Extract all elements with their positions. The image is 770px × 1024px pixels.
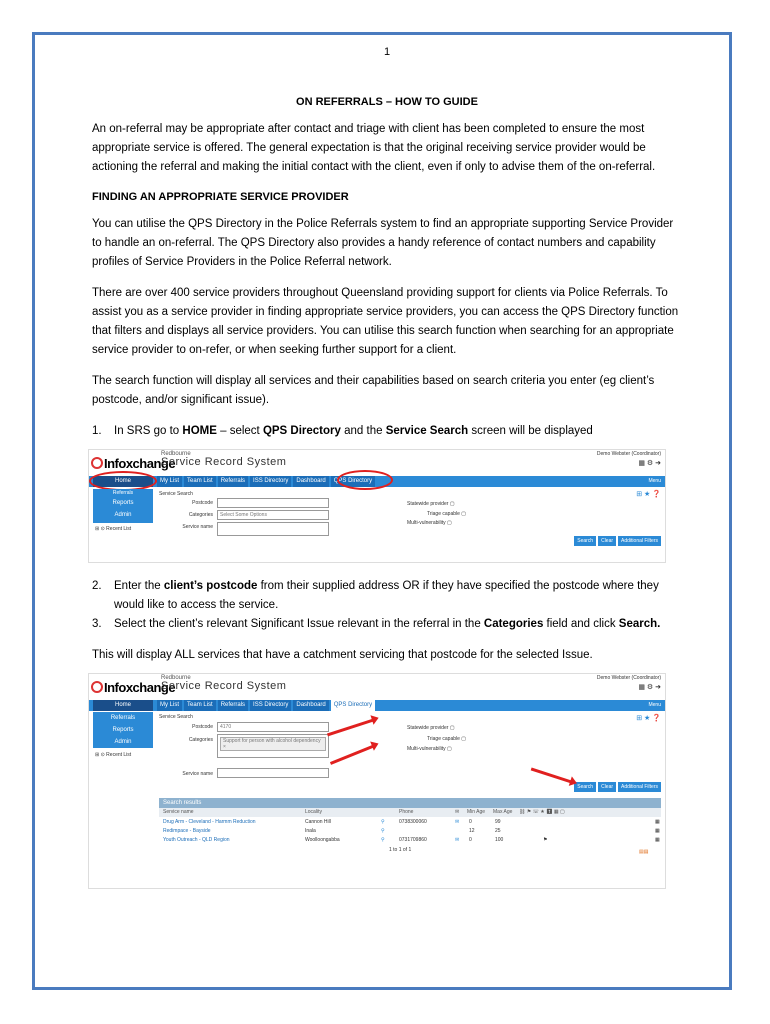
menu-button[interactable]: Menu bbox=[648, 478, 661, 484]
paragraph-service-providers: There are over 400 service providers throughout Queensland providing support for clients via Police Referrals. To assist you as a service provider in finding appropriate service providers, you can access the QPS Directory function that filters and displays all service providers. You can utilise this search function when searching for an appropriate service provider to on-refer, or when seeking further support for a client. bbox=[92, 287, 679, 356]
nav-my-list[interactable]: My List bbox=[157, 700, 182, 711]
remove-tag-icon: × bbox=[223, 744, 226, 750]
step-1: 1. In SRS go to HOME – select QPS Directory and the Service Search screen will be displayed bbox=[92, 425, 593, 437]
clear-button[interactable]: Clear bbox=[598, 782, 616, 792]
form-title: Service Search bbox=[159, 491, 193, 497]
header-icons: ▦ ⚙ ➜ bbox=[638, 684, 661, 691]
postcode-input[interactable] bbox=[217, 498, 329, 508]
nav-referrals[interactable]: Referrals bbox=[218, 476, 248, 487]
multi-vulnerability-checkbox[interactable]: ▢ bbox=[447, 746, 452, 752]
people-icon: ▦ bbox=[655, 828, 660, 834]
form-icons[interactable]: ⊞ ★ ❓ bbox=[636, 715, 661, 722]
search-button[interactable]: Search bbox=[574, 536, 596, 546]
srs-screenshot-2: Infoxchange Redbourne Service Record System Demo Webster (Coordinator) ▦ ⚙ ➜ Home My List Team List Referrals ISS Directory Dashboard QPS Directory Menu Referrals Reports Admin ⊞ ⊙ Recent List Service Search Postcode 4170 Categories Support for person with alcohol dependency × Service name Statewide provider ▢ Triage capable ▢ Multi-vulnerability ▢ ⊞ ★ ❓ Search Clear Additional Filters Search results Service name Locality Phone ✉ Min Age Max Age ⛓ ⚑ ☏ ★ ⬆ ▦ ▢ Drug Arm - Cleveland - Harmm Reduction Cannon Hill ⚲ 0738300060 ✉ 0 99 ▦ Redimpace - Bayside Inala ⚲ 12 25 ▦ Youth Outreach - QLD Region Woolloongabba ⚲ 0731709860 ✉ 0 100 ⚑ ▦ 1 to 1 of 1 ▤▤ bbox=[88, 673, 666, 889]
sidebar-referrals[interactable]: Referrals bbox=[112, 490, 134, 496]
home-button[interactable]: Home bbox=[93, 476, 153, 487]
sidebar bbox=[93, 712, 153, 748]
recent-list[interactable]: ⊞ ⊙ Recent List bbox=[95, 526, 132, 532]
statewide-label: Statewide provider bbox=[407, 501, 449, 507]
service-name-input[interactable] bbox=[217, 522, 329, 536]
nav-iss-directory[interactable]: ISS Directory bbox=[250, 476, 291, 487]
col-max-age[interactable]: Max Age bbox=[493, 809, 513, 815]
recent-list-icon: ⊞ ⊙ bbox=[95, 526, 107, 532]
col-phone[interactable]: Phone bbox=[399, 809, 414, 815]
nav-team-list[interactable]: Team List bbox=[184, 476, 216, 487]
page-number: 1 bbox=[383, 46, 391, 58]
column-icons: ⛓ ⚑ ☏ ★ ⬆ ▦ ▢ bbox=[519, 809, 565, 815]
document-title: ON REFERRALS – HOW TO GUIDE bbox=[296, 96, 478, 108]
service-name-input[interactable] bbox=[217, 768, 329, 778]
results-header: Search results bbox=[159, 798, 661, 808]
triage-label: Triage capable bbox=[427, 736, 460, 742]
sidebar-reports[interactable]: Reports bbox=[112, 727, 134, 733]
recent-list[interactable]: ⊞ ⊙ Recent List bbox=[95, 752, 132, 758]
sidebar-reports[interactable]: Reports bbox=[112, 500, 134, 506]
arrow-to-categories bbox=[330, 744, 376, 765]
search-button[interactable]: Search bbox=[574, 782, 596, 792]
postcode-input[interactable]: 4170 bbox=[217, 722, 329, 732]
step-2: 2. Enter the client’s postcode from their supplied address OR if they have specified the postcode where they would like to access the service. bbox=[92, 580, 659, 611]
col-service-name[interactable]: Service name bbox=[163, 809, 194, 815]
categories-select[interactable]: Select Some Options bbox=[217, 510, 329, 520]
form-title: Service Search bbox=[159, 714, 193, 720]
clear-button[interactable]: Clear bbox=[598, 536, 616, 546]
sidebar-admin[interactable]: Admin bbox=[114, 512, 132, 518]
people-icon: ▦ bbox=[655, 837, 660, 843]
pagination[interactable]: 1 to 1 of 1 bbox=[389, 847, 412, 853]
step-3: 3. Select the client’s relevant Significant Issue relevant in the referral in the Categories field and click Search. bbox=[92, 618, 661, 630]
infoxchange-logo: Infoxchange bbox=[91, 456, 175, 471]
form-icons[interactable]: ⊞ ★ ❓ bbox=[636, 491, 661, 498]
section-heading: FINDING AN APPROPRIATE SERVICE PROVIDER bbox=[92, 191, 349, 203]
postcode-label: Postcode bbox=[192, 724, 213, 730]
arrow-to-search bbox=[531, 767, 574, 783]
nav-referrals[interactable]: Referrals bbox=[218, 700, 248, 711]
people-icon: ▦ bbox=[655, 819, 660, 825]
col-locality[interactable]: Locality bbox=[305, 809, 322, 815]
multi-vulnerability-checkbox[interactable]: ▢ bbox=[447, 520, 452, 526]
service-name-label: Service name bbox=[182, 771, 213, 777]
nav-qps-directory[interactable]: QPS Directory bbox=[331, 476, 375, 487]
map-pin-icon: ⚲ bbox=[381, 828, 385, 834]
col-min-age[interactable]: Min Age bbox=[467, 809, 486, 815]
sidebar-referrals[interactable]: Referrals bbox=[110, 715, 136, 721]
highlight-home bbox=[89, 471, 157, 491]
intro-paragraph: An on-referral may be appropriate after contact and triage with client has been completed to ensure the most appropriate service is offered. The general expectation is that the original receiving service provider would be actioning the referral and making the initial contact with the client, even if only to advise them of the on-referral. bbox=[92, 123, 656, 173]
recent-list-icon: ⊞ ⊙ bbox=[95, 752, 107, 758]
infoxchange-logo: Infoxchange bbox=[91, 680, 175, 695]
nav-qps-directory[interactable]: QPS Directory bbox=[331, 700, 375, 711]
user-name: Demo Webster (Coordinator) bbox=[596, 675, 661, 681]
statewide-label: Statewide provider bbox=[407, 725, 449, 731]
sidebar-admin[interactable]: Admin bbox=[114, 739, 132, 745]
sidebar bbox=[93, 489, 153, 523]
table-row[interactable]: Drug Arm - Cleveland - Harmm Reduction Cannon Hill ⚲ 0738300060 ✉ 0 99 ▦ bbox=[163, 819, 660, 825]
multi-vulnerability-label: Multi-vulnerability bbox=[407, 520, 446, 526]
table-row[interactable]: Youth Outreach - QLD Region Woolloongabba ⚲ 0731709860 ✉ 0 100 ⚑ ▦ bbox=[163, 837, 660, 843]
nav-dashboard[interactable]: Dashboard bbox=[293, 700, 328, 711]
table-row[interactable]: Redimpace - Bayside Inala ⚲ 12 25 ▦ bbox=[163, 828, 660, 834]
nav-bar bbox=[89, 700, 665, 711]
paragraph-qps-directory: You can utilise the QPS Directory in the Police Referrals system to find an appropriate supporting Service Provider to handle an on-referral. The QPS Directory also provides a handy reference of contact numbers and capability profiles of Service Providers in the Police Referral network. bbox=[92, 218, 674, 268]
categories-label: Categories bbox=[188, 512, 213, 518]
mail-icon: ✉ bbox=[455, 809, 460, 815]
paragraph-search-function: The search function will display all services and their capabilities based on search criteria you enter (eg client’s postcode, and/or significant issue). bbox=[92, 375, 655, 406]
closing-paragraph: This will display ALL services that have a catchment servicing that postcode for the selected Issue. bbox=[92, 649, 593, 661]
nav-iss-directory[interactable]: ISS Directory bbox=[250, 700, 291, 711]
triage-label: Triage capable bbox=[427, 511, 460, 517]
system-name: Service Record System bbox=[161, 456, 287, 468]
triage-checkbox[interactable]: ▢ bbox=[461, 736, 467, 742]
map-pin-icon: ⚲ bbox=[381, 819, 385, 825]
home-button[interactable]: Home bbox=[93, 700, 153, 711]
multi-vulnerability-label: Multi-vulnerability bbox=[407, 746, 446, 752]
map-pin-icon: ⚲ bbox=[381, 837, 385, 843]
document-body bbox=[92, 40, 682, 889]
mail-icon: ✉ bbox=[455, 837, 460, 843]
service-name-label: Service name bbox=[182, 524, 213, 530]
arrow-to-postcode bbox=[327, 718, 375, 736]
categories-label: Categories bbox=[188, 737, 213, 743]
mail-icon: ✉ bbox=[455, 819, 460, 825]
user-name: Demo Webster (Coordinator) bbox=[596, 451, 661, 457]
nav-my-list[interactable]: My List bbox=[157, 476, 182, 487]
additional-filters-button[interactable]: Additional Filters bbox=[618, 536, 661, 546]
postcode-label: Postcode bbox=[192, 500, 213, 506]
statewide-checkbox[interactable]: ▢ bbox=[449, 501, 455, 507]
triage-checkbox[interactable]: ▢ bbox=[461, 511, 467, 517]
flag-icon: ⚑ bbox=[543, 837, 548, 843]
system-name: Service Record System bbox=[161, 680, 287, 692]
statewide-checkbox[interactable]: ▢ bbox=[449, 725, 455, 731]
category-tag[interactable]: Support for person with alcohol dependency × bbox=[220, 737, 326, 751]
additional-filters-button[interactable]: Additional Filters bbox=[618, 782, 661, 792]
srs-screenshot-1: Infoxchange Redbourne Service Record System Demo Webster (Coordinator) ▦ ⚙ ➜ Home My List Team List Referrals ISS Directory Dashboard QPS Directory Menu Referrals Reports Admin ⊞ ⊙ Recent List Service Search Postcode Categories Select Some Options Service name Statewide provider ▢ Triage capable ▢ Multi-vulnerability ▢ ⊞ ★ ❓ Search Clear Additional Filters bbox=[88, 449, 666, 563]
highlight-qps-directory bbox=[337, 470, 393, 490]
export-icons[interactable]: ▤▤ bbox=[639, 849, 649, 855]
nav-dashboard[interactable]: Dashboard bbox=[293, 476, 328, 487]
header-icons: ▦ ⚙ ➜ bbox=[638, 460, 661, 467]
menu-button[interactable]: Menu bbox=[648, 702, 661, 708]
nav-team-list[interactable]: Team List bbox=[184, 700, 216, 711]
categories-select[interactable] bbox=[217, 734, 329, 758]
results-column-headers bbox=[159, 808, 661, 817]
